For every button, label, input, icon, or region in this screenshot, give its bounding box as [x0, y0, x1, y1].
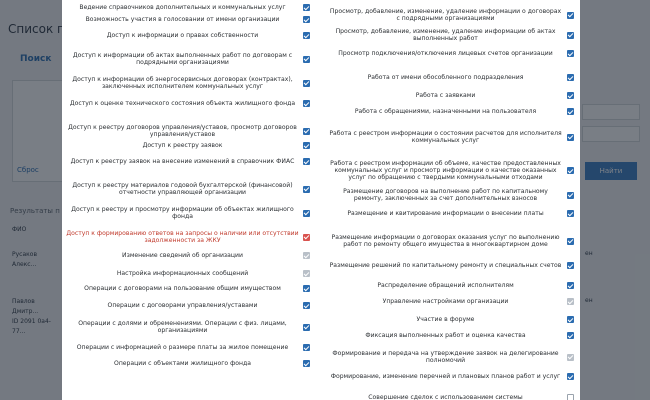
permission-row[interactable] — [324, 188, 580, 202]
permission-label: Доступ к информации о правах собственности — [106, 32, 259, 39]
permission-checkbox[interactable] — [303, 100, 310, 107]
permission-checkbox[interactable] — [303, 234, 310, 241]
permission-checkbox[interactable] — [567, 32, 574, 39]
permission-label: Размещение решений по капитальному ремонту и специальных счетов — [329, 262, 562, 269]
permission-row[interactable] — [324, 350, 580, 364]
permission-label: Размещение информации о договорах оказания услуг по выполнению работ по ремонту общего имущества в многоквартирном доме — [331, 234, 560, 248]
permission-label: Просмотр, добавление, изменение, удаление информации о договорах с подрядными организациями — [329, 8, 562, 22]
permission-label: Изменение сведений об организации — [122, 252, 243, 259]
permission-row[interactable] — [324, 332, 580, 339]
permission-label: Настройка информационных сообщений — [116, 270, 249, 277]
permission-label: Размещение и квитирование информации о внесении платы — [347, 210, 544, 217]
permission-label: Просмотр, добавление, изменение, удаление информации об актах выполненных работ — [335, 28, 556, 42]
permission-checkbox[interactable] — [303, 270, 310, 277]
permission-row[interactable] — [62, 76, 316, 90]
permission-checkbox[interactable] — [567, 92, 574, 99]
permission-label: Возможность участия в голосовании от имени организации — [85, 16, 280, 23]
permission-row[interactable] — [324, 74, 580, 81]
permission-row[interactable] — [324, 234, 580, 248]
permission-row[interactable] — [324, 316, 580, 323]
permission-row[interactable] — [62, 302, 316, 309]
permission-checkbox[interactable] — [567, 354, 574, 361]
permission-label: Работа от имени обособленного подразделения — [367, 74, 524, 81]
permission-checkbox[interactable] — [567, 262, 574, 269]
permission-checkbox[interactable] — [567, 373, 574, 380]
permission-checkbox[interactable] — [567, 192, 574, 199]
permission-label: Доступ к реестру материалов годовой бухгалтерской (финансовой) отчетности управляющей организации — [72, 182, 293, 196]
permission-row[interactable] — [324, 8, 580, 22]
permission-label: Доступ к реестру договоров управления/уставов, просмотр договоров управления/уставов — [68, 124, 297, 138]
permission-checkbox[interactable] — [567, 12, 574, 19]
permission-row[interactable] — [62, 270, 316, 277]
permission-row[interactable] — [62, 32, 316, 39]
permission-checkbox[interactable] — [303, 158, 310, 165]
permission-checkbox[interactable] — [567, 210, 574, 217]
permission-label: Доступ к информации об актах выполненных работ по договорам с подрядными организациями — [72, 52, 293, 66]
permission-label: Работа с обращениями, назначенными на пользователя — [354, 108, 537, 115]
permission-checkbox[interactable] — [567, 238, 574, 245]
permission-checkbox[interactable] — [567, 332, 574, 339]
permission-row[interactable] — [324, 298, 580, 305]
permission-label: Участие в форуме — [416, 316, 475, 323]
permission-row[interactable] — [62, 230, 316, 244]
permission-label: Размещение договоров на выполнение работ по капитальному ремонту, заключенных за счет дополнительных взносов — [343, 188, 548, 202]
permission-label: Операции с информацией о размере платы за жилое помещение — [76, 344, 289, 351]
permission-label: Работа с реестром информации об объеме, качестве предоставленных коммунальных услуг и просмотр информации о качестве оказанных услуг по обращению с твердыми коммунальными отходами — [330, 160, 561, 181]
permission-label: Доступ к информации об энергосервисных договорах (контрактах), заключенных исполнителем коммунальных услуг — [72, 76, 293, 90]
permission-checkbox[interactable] — [567, 134, 574, 141]
permission-label: Просмотр подключения/отключения лицевых счетов организации — [338, 50, 553, 57]
permission-checkbox[interactable] — [303, 4, 310, 11]
permission-row[interactable] — [62, 320, 316, 334]
permission-row[interactable] — [324, 373, 580, 380]
permission-checkbox[interactable] — [567, 108, 574, 115]
permission-label: Формирование и передача на утверждение заявок на делегирование полномочий — [332, 350, 559, 364]
permission-checkbox[interactable] — [303, 324, 310, 331]
permission-label: Доступ к реестру и просмотру информации об объектах жилищного фонда — [71, 206, 294, 220]
permission-checkbox[interactable] — [303, 252, 310, 259]
permission-label: Работа с реестром информации о состоянии расчетов для исполнителя коммунальных услуг — [329, 130, 562, 144]
permission-label: Доступ к реестру заявок — [142, 142, 223, 149]
permission-row[interactable] — [62, 344, 316, 351]
permission-label: Распределение обращений исполнителям — [377, 282, 514, 289]
permission-checkbox[interactable] — [567, 282, 574, 289]
permission-label: Формирование, изменение перечней и плановых планов работ и услуг — [330, 373, 561, 380]
permission-row[interactable] — [324, 92, 580, 99]
permission-label: Операции с объектами жилищного фонда — [114, 360, 251, 367]
permission-row[interactable] — [324, 282, 580, 289]
permission-checkbox[interactable] — [567, 316, 574, 323]
permission-row[interactable] — [62, 206, 316, 220]
permission-row[interactable] — [324, 28, 580, 42]
permission-checkbox[interactable] — [303, 142, 310, 149]
permission-label: Совершение сделок с использованием системы — [368, 394, 523, 400]
permission-label: Операции с договорами управления/уставами — [107, 302, 258, 309]
permission-checkbox[interactable] — [567, 394, 574, 400]
permission-row[interactable] — [62, 360, 316, 367]
permission-row[interactable] — [62, 52, 316, 66]
permission-checkbox[interactable] — [567, 167, 574, 174]
permission-checkbox[interactable] — [303, 344, 310, 351]
permission-checkbox[interactable] — [303, 186, 310, 193]
permission-checkbox[interactable] — [303, 56, 310, 63]
permission-label: Ведение справочников дополнительных и коммунальных услуг — [79, 4, 286, 11]
permission-checkbox[interactable] — [303, 210, 310, 217]
permission-checkbox[interactable] — [567, 50, 574, 57]
permission-row[interactable] — [62, 124, 316, 138]
permission-label: Работа с заявками — [415, 92, 476, 99]
permission-checkbox[interactable] — [303, 128, 310, 135]
permission-row[interactable] — [62, 16, 316, 23]
permission-row[interactable] — [62, 4, 316, 11]
permission-checkbox[interactable] — [303, 285, 310, 292]
permission-checkbox[interactable] — [567, 74, 574, 81]
permission-checkbox[interactable] — [303, 32, 310, 39]
permission-row[interactable] — [324, 108, 580, 115]
permission-checkbox[interactable] — [303, 80, 310, 87]
permission-row[interactable] — [324, 160, 580, 181]
permission-row[interactable] — [62, 100, 316, 107]
permission-row[interactable] — [324, 394, 580, 400]
permission-row[interactable] — [324, 50, 580, 57]
permission-row[interactable] — [324, 262, 580, 269]
permission-checkbox[interactable] — [303, 16, 310, 23]
permission-row[interactable] — [324, 130, 580, 144]
permission-row[interactable] — [62, 285, 316, 292]
permission-label: Доступ к оценке технического состояния объекта жилищного фонда — [69, 100, 296, 107]
permission-row[interactable] — [62, 158, 316, 165]
permission-label: Фиксация выполненных работ и оценка качества — [365, 332, 526, 339]
permission-label: Операции с долями и обременениями. Операции с физ. лицами, организациями — [78, 320, 287, 334]
permission-label: Доступ к формированию ответов на запросы о наличии или отсутствии задолженности за ЖКУ — [66, 230, 299, 244]
permissions-modal — [62, 0, 580, 400]
permission-label: Доступ к реестру заявок на внесение изменений в справочник ФИАС — [70, 158, 295, 165]
permission-label: Управление настройками организации — [382, 298, 509, 305]
permission-row[interactable] — [62, 252, 316, 259]
permission-checkbox[interactable] — [567, 298, 574, 305]
permission-label: Операции с договорами на пользование общим имуществом — [84, 285, 281, 292]
permission-row[interactable] — [324, 210, 580, 217]
permission-checkbox[interactable] — [303, 302, 310, 309]
permission-row[interactable] — [62, 182, 316, 196]
permission-checkbox[interactable] — [303, 360, 310, 367]
permission-row[interactable] — [62, 142, 316, 149]
